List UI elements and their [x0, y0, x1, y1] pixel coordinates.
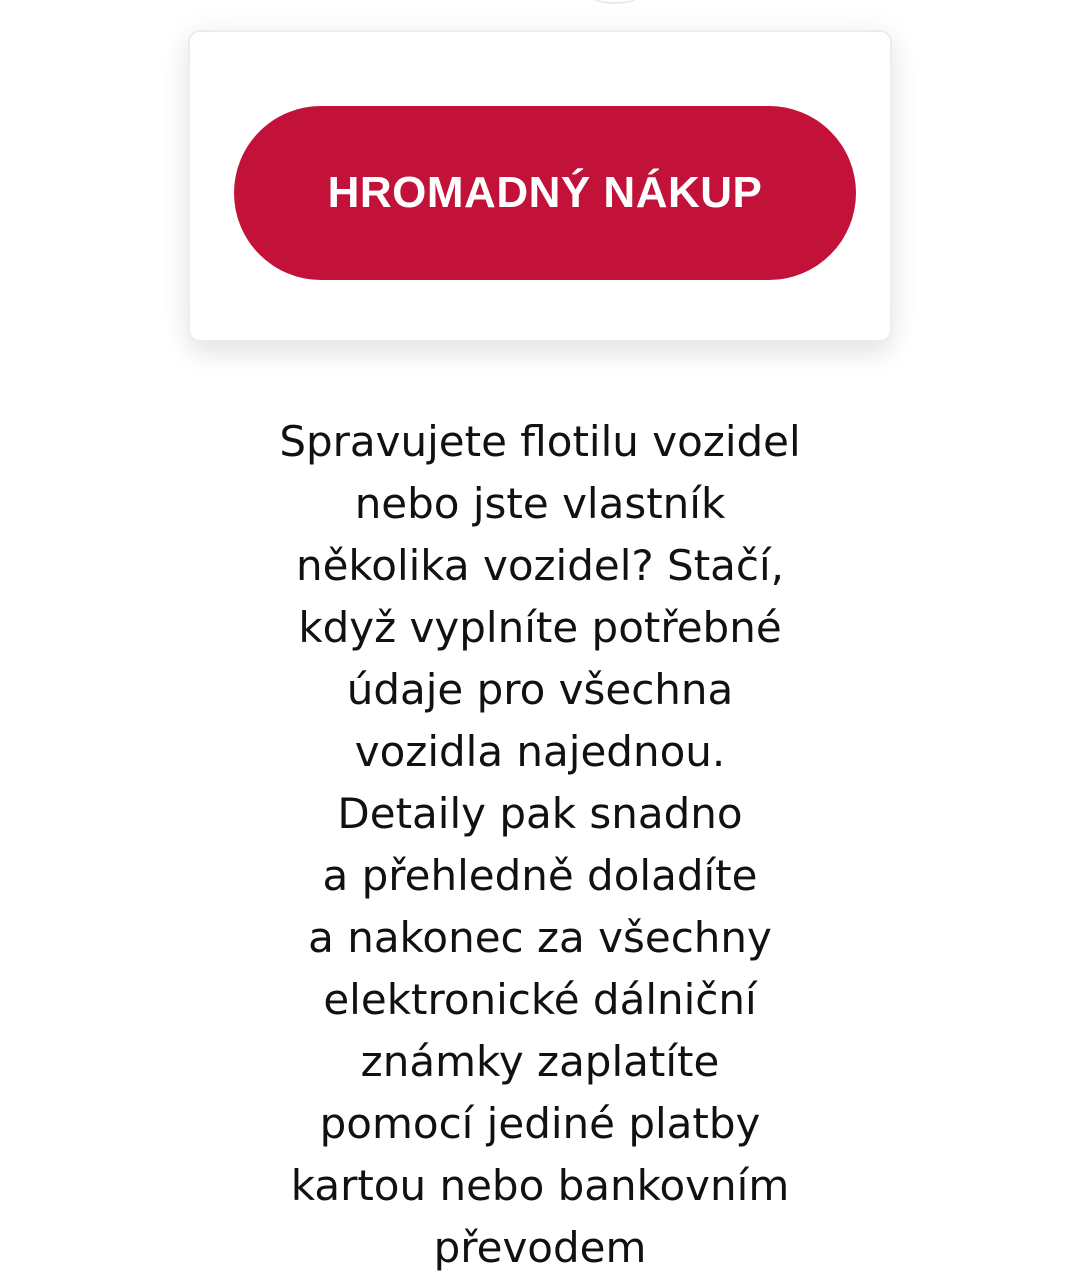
description-line: vozidla najednou. — [354, 727, 726, 776]
description-line: známky zaplatíte — [360, 1037, 720, 1086]
description-line: pomocí jediné platby — [319, 1099, 761, 1148]
description-line: Detaily pak snadno — [337, 789, 743, 838]
description-line: převodem — [433, 1223, 647, 1272]
bulk-purchase-card — [188, 30, 892, 342]
description-line: a přehledně doladíte — [322, 851, 758, 900]
bulk-purchase-button[interactable]: HROMADNÝ NÁKUP — [234, 106, 856, 280]
description-line: nebo jste vlastník — [354, 479, 726, 528]
description-line: údaje pro všechna — [346, 665, 734, 714]
description-line: několika vozidel? Stačí, — [295, 541, 785, 590]
description-line: elektronické dálniční — [323, 975, 757, 1024]
top-edge-decoration — [590, 0, 640, 4]
description-line: když vyplníte potřebné — [298, 603, 782, 652]
description-line: kartou nebo bankovním — [290, 1161, 790, 1210]
description-line: Spravujete flotilu vozidel — [279, 417, 801, 466]
bulk-purchase-description — [240, 411, 840, 1279]
description-line: a nakonec za všechny — [308, 913, 772, 962]
